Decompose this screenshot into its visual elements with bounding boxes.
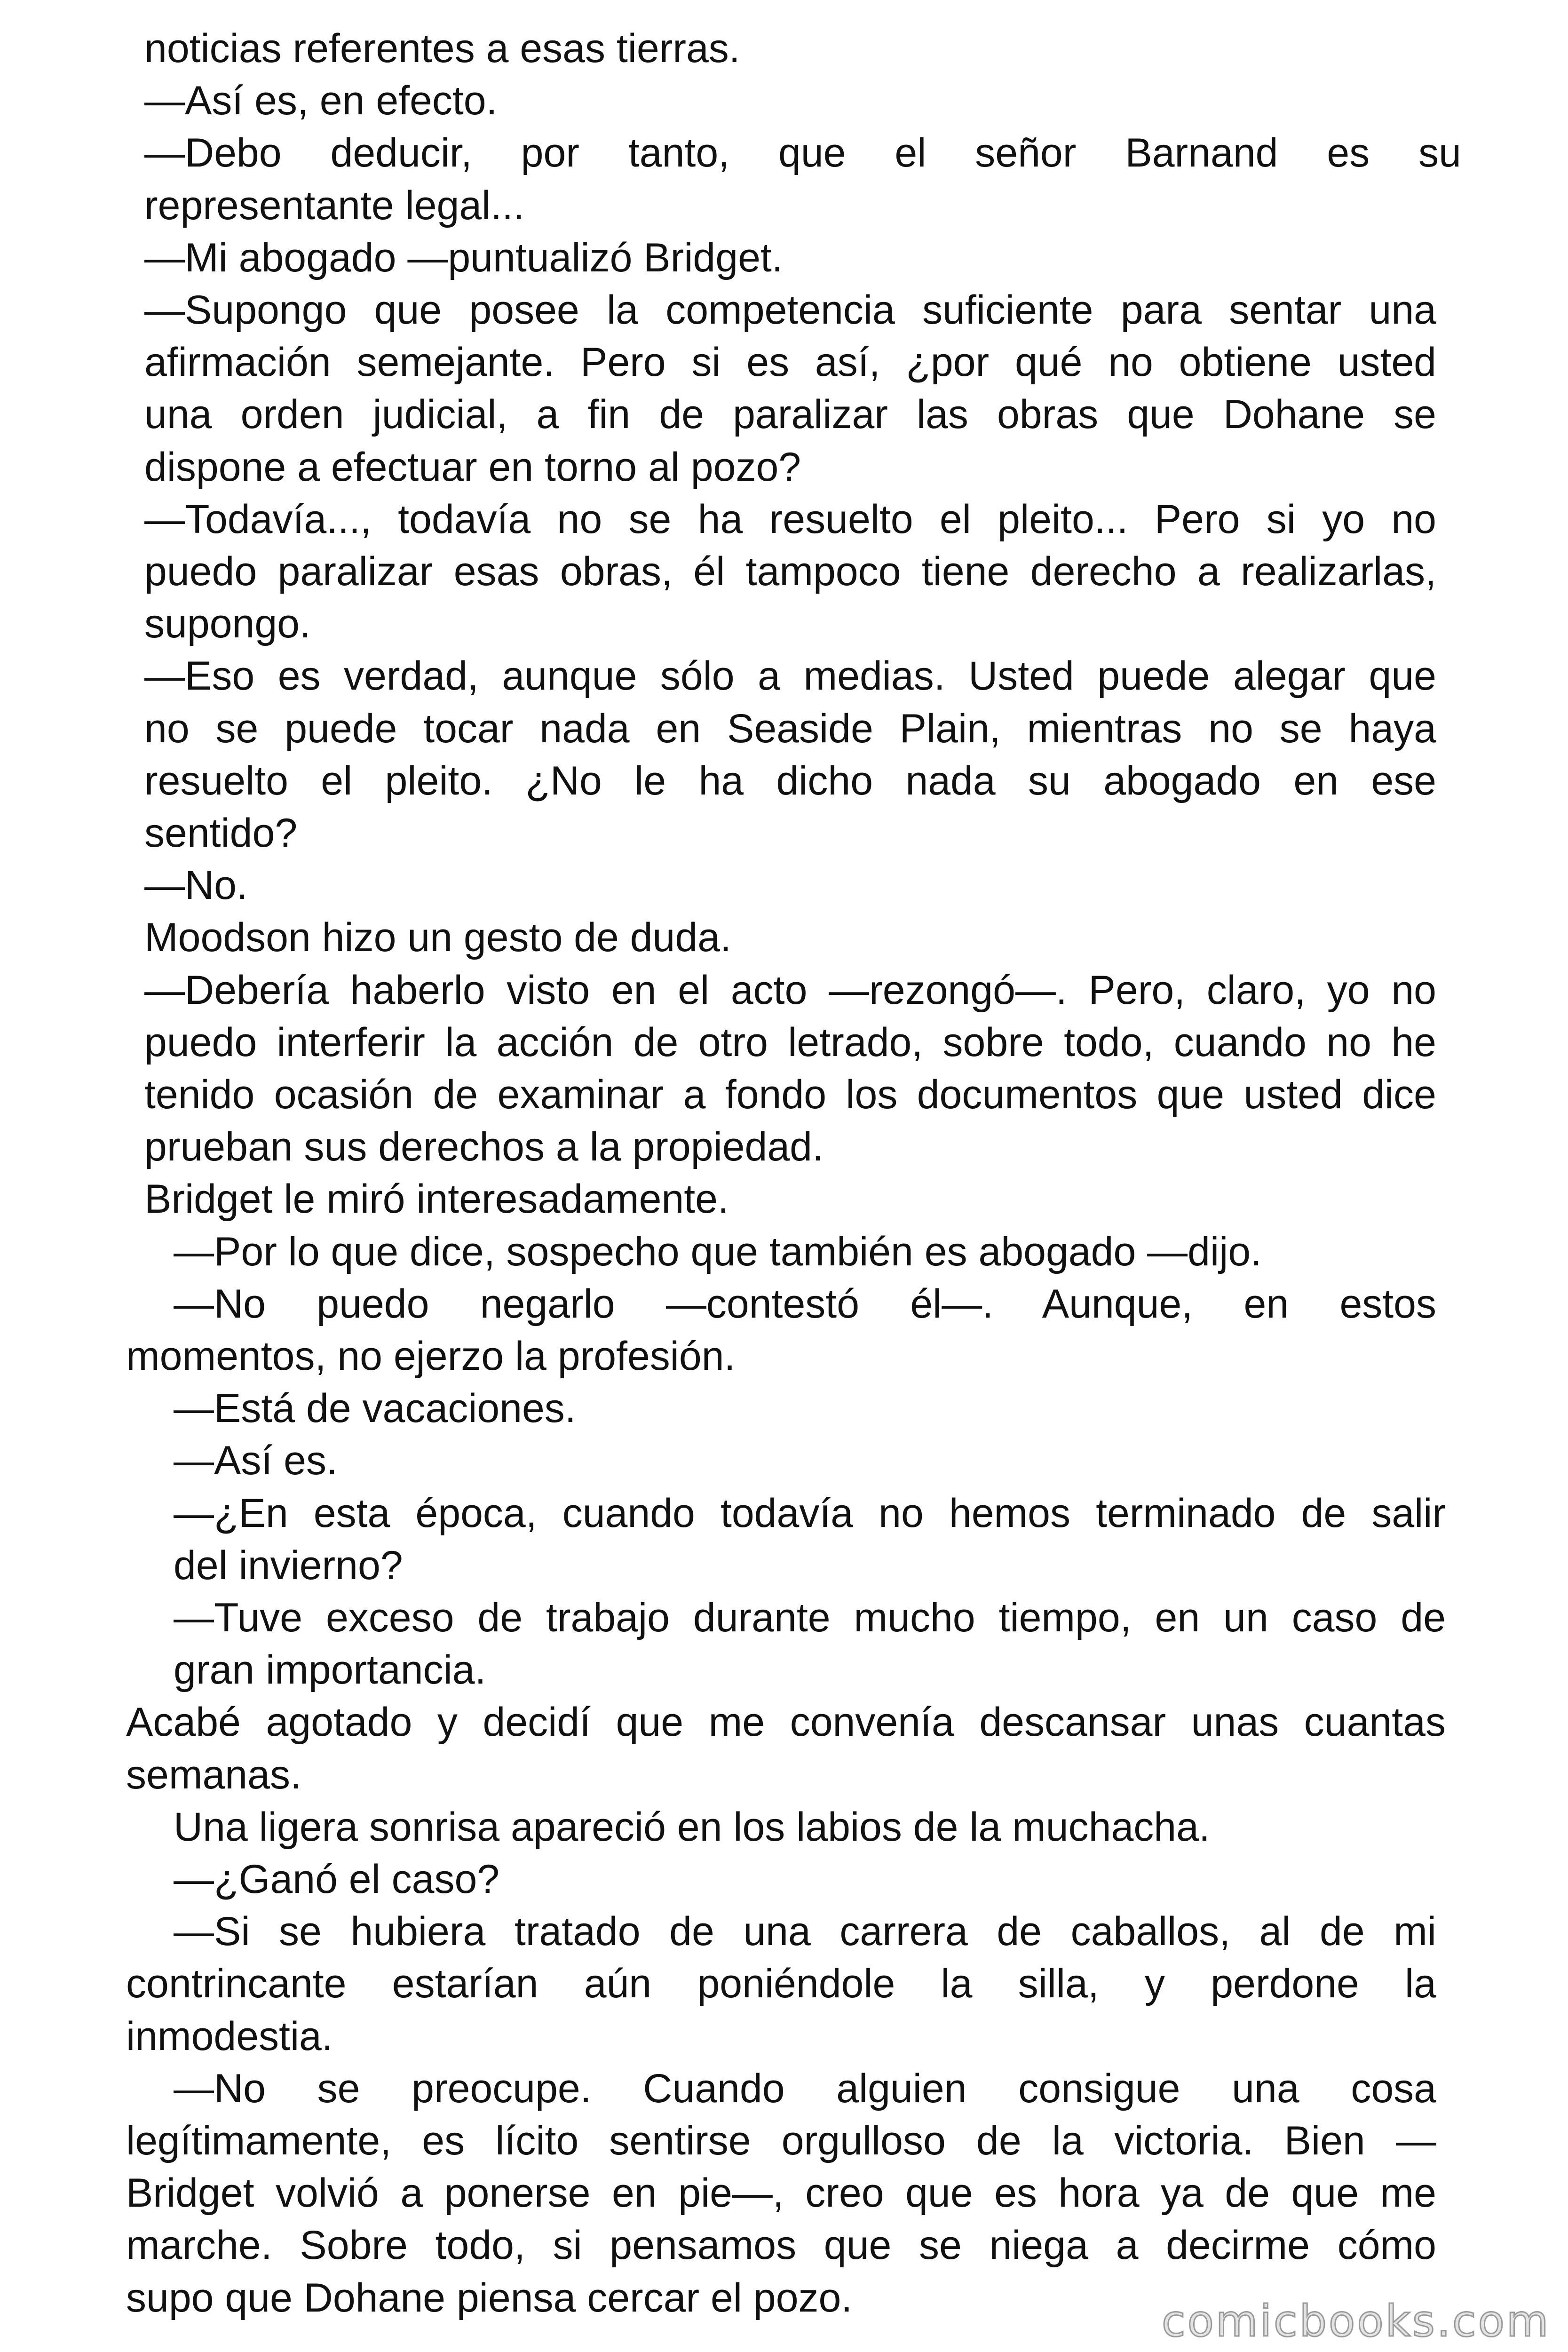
text-line: —No. <box>144 863 248 908</box>
text-line: —Debo deducir, por tanto, que el señor Barnand es su <box>144 130 1461 176</box>
text-line: supongo. <box>144 601 311 647</box>
text-line: sentido? <box>144 810 298 856</box>
text-line: —Si se hubiera tratado de una carrera de caballos, al de mi <box>174 1909 1436 1955</box>
text-line: afirmación semejante. Pero si es así, ¿por qué no obtiene usted <box>144 340 1436 385</box>
text-line: —Tuve exceso de trabajo durante mucho tiempo, en un caso de <box>174 1595 1446 1640</box>
text-line: —Supongo que posee la competencia suficiente para sentar una <box>144 287 1436 333</box>
text-line: —Eso es verdad, aunque sólo a medias. Usted puede alegar que <box>144 653 1436 699</box>
text-line: Acabé agotado y decidí que me convenía descansar unas cuantas <box>126 1700 1446 1745</box>
text-line: noticias referentes a esas tierras. <box>144 26 740 71</box>
text-line: inmodestia. <box>126 2013 333 2059</box>
text-line: no se puede tocar nada en Seaside Plain, mientras no se haya <box>144 706 1436 751</box>
text-line: Bridget volvió a ponerse en pie—, creo que es hora ya de que me <box>126 2170 1436 2216</box>
text-line: —¿Ganó el caso? <box>174 1857 500 1902</box>
text-line: tenido ocasión de examinar a fondo los documentos que usted dice <box>144 1072 1436 1117</box>
text-line: —Así es. <box>174 1438 338 1484</box>
text-line: del invierno? <box>174 1542 403 1588</box>
watermark-logo: comicbooks.com <box>1162 2296 1551 2346</box>
text-line: supo que Dohane piensa cercar el pozo. <box>126 2275 853 2320</box>
text-line: contrincante estarían aún poniéndole la silla, y perdone la <box>126 1961 1436 2007</box>
text-line: representante legal... <box>144 183 524 228</box>
text-line: Una ligera sonrisa apareció en los labios de la muchacha. <box>174 1804 1210 1850</box>
text-line: dispone a efectuar en torno al pozo? <box>144 444 801 490</box>
text-line: gran importancia. <box>174 1647 486 1693</box>
text-line: marche. Sobre todo, si pensamos que se niega a decirme cómo <box>126 2223 1436 2268</box>
text-line: resuelto el pleito. ¿No le ha dicho nada su abogado en ese <box>144 758 1436 803</box>
text-line: —Por lo que dice, sospecho que también es abogado —dijo. <box>174 1229 1262 1274</box>
text-line: —No puedo negarlo —contestó él—. Aunque, en estos <box>174 1281 1436 1327</box>
text-line: Moodson hizo un gesto de duda. <box>144 915 731 961</box>
text-line: —Mi abogado —puntualizó Bridget. <box>144 235 783 280</box>
text-line: semanas. <box>126 1752 301 1797</box>
text-line: Bridget le miró interesadamente. <box>144 1176 729 1222</box>
text-line: puedo paralizar esas obras, él tampoco tiene derecho a realizarlas, <box>144 549 1436 594</box>
text-line: puedo interferir la acción de otro letrado, sobre todo, cuando no he <box>144 1019 1436 1065</box>
text-line: una orden judicial, a fin de paralizar las obras que Dohane se <box>144 392 1436 437</box>
text-line: prueban sus derechos a la propiedad. <box>144 1124 824 1170</box>
text-line: —Debería haberlo visto en el acto —rezongó—. Pero, claro, yo no <box>144 967 1436 1013</box>
text-line: —Así es, en efecto. <box>144 78 498 124</box>
text-line: —Está de vacaciones. <box>174 1386 576 1431</box>
text-line: momentos, no ejerzo la profesión. <box>126 1334 736 1379</box>
text-line: —No se preocupe. Cuando alguien consigue una cosa <box>174 2066 1436 2111</box>
text-line: —Todavía..., todavía no se ha resuelto el pleito... Pero si yo no <box>144 496 1436 542</box>
text-line: legítimamente, es lícito sentirse orgulloso de la victoria. Bien — <box>126 2118 1436 2163</box>
text-line: —¿En esta época, cuando todavía no hemos terminado de salir <box>174 1490 1446 1536</box>
